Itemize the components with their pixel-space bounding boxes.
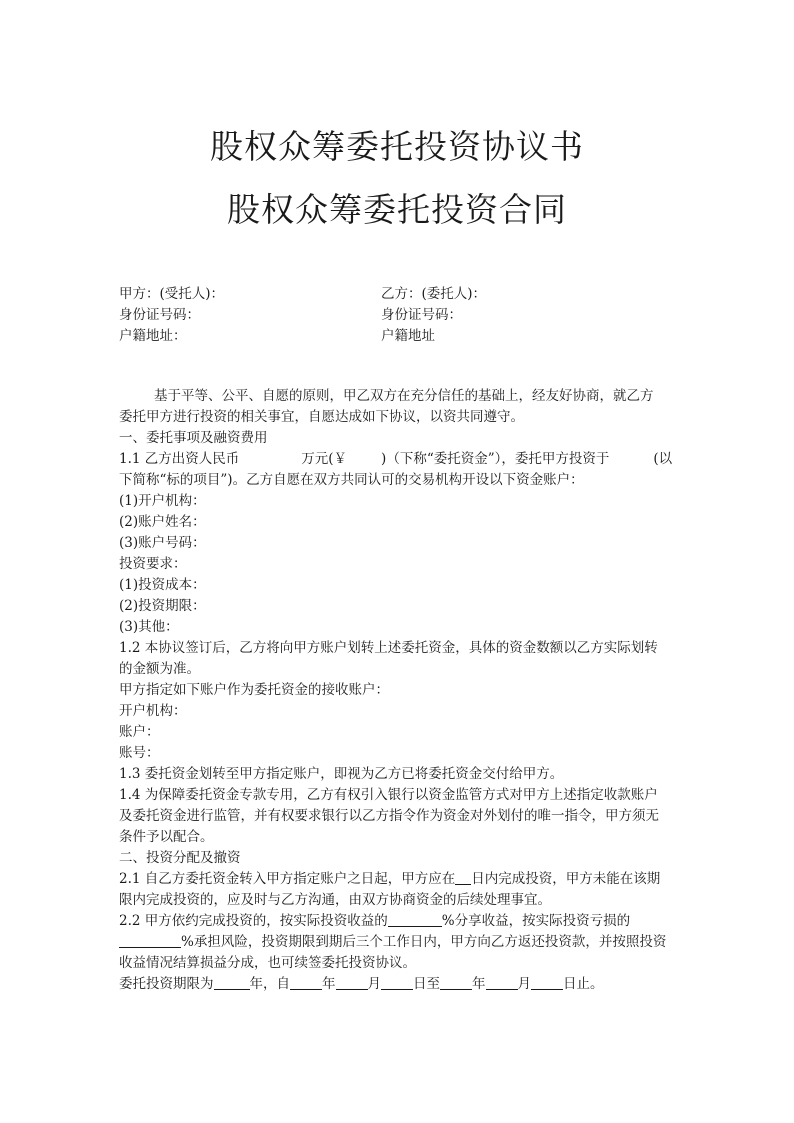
clause-2-2-line3: 收益情况结算损益分成，也可续签委托投资协议。 — [119, 955, 416, 971]
intro-line: 委托甲方进行投资的相关事宜，自愿达成如下协议，以资共同遵守。 — [119, 409, 524, 425]
start-day-blank — [381, 975, 413, 990]
profit-share-blank — [388, 912, 442, 927]
receiving-account-item: 账户： — [119, 724, 160, 740]
clause-1-1-part3: )（下称“委托资金”），委托甲方投资于 — [381, 451, 610, 467]
clause-1-1 — [119, 449, 679, 470]
term-years-blank — [214, 975, 250, 990]
party-a-address-label: 户籍地址： — [119, 328, 187, 344]
investment-item: (2)投资期限： — [119, 598, 206, 614]
section-2-heading: 二、投资分配及撤资 — [119, 850, 241, 866]
account-item: (2)账户姓名： — [119, 514, 206, 530]
party-a-block — [119, 284, 224, 347]
investment-item: (1)投资成本： — [119, 577, 206, 593]
document-title: 股权众筹委托投资协议书 — [210, 127, 584, 166]
end-day-blank — [531, 975, 563, 990]
term-text: 日至 — [413, 976, 440, 992]
term-text: 日止。 — [563, 976, 604, 992]
intro-line: 基于平等、公平、自愿的原则，甲乙双方在充分信任的基础上，经友好协商，就乙方 — [154, 388, 654, 404]
document-subtitle: 股权众筹委托投资合同 — [227, 190, 567, 229]
account-item: (1)开户机构： — [119, 493, 206, 509]
clause-2-2-part2: %分享收益，按实际投资亏损的 — [441, 913, 631, 929]
clause-1-2-line: 的金额为准。 — [119, 661, 200, 677]
start-month-blank — [336, 975, 368, 990]
party-b-block — [381, 284, 486, 347]
term-text: 年 — [322, 976, 336, 992]
clause-2-2-part1: 2.2 甲方依约完成投资的，按实际投资收益的 — [119, 913, 388, 929]
end-month-blank — [486, 975, 518, 990]
start-year-blank — [290, 975, 322, 990]
end-year-blank — [440, 975, 472, 990]
clause-1-4-line: 及委托资金进行监管，并有权要求银行以乙方指令作为资金对外划付的唯一指令，甲方须无 — [119, 808, 659, 824]
party-b-name-label: 乙方：(委托人)： — [381, 286, 487, 302]
term-text: 年，自 — [249, 976, 290, 992]
clause-1-1-part1: 1.1 乙方出资人民币 — [119, 451, 240, 467]
clause-2-2-line2 — [119, 932, 679, 953]
clause-2-1 — [119, 869, 679, 890]
investment-item: (3)其他： — [119, 619, 179, 635]
term-text: 年 — [472, 976, 486, 992]
days-blank — [455, 870, 471, 885]
receiving-account-item: 账号： — [119, 745, 160, 761]
term-label: 委托投资期限为 — [119, 976, 214, 992]
clause-2-1-part1: 2.1 自乙方委托资金转入甲方指定账户之日起，甲方应在 — [119, 871, 456, 887]
party-a-name-label: 甲方：(受托人)： — [119, 286, 225, 302]
clause-2-2-line2-text: %承担风险，投资期限到期后三个工作日内，甲方向乙方返还投资款，并按照投资 — [181, 934, 667, 950]
clause-1-1-part2: 万元(￥ — [301, 451, 348, 467]
party-b-id-label: 身份证号码： — [381, 307, 462, 323]
clause-1-2-line: 1.2 本协议签订后，乙方将向甲方账户划转上述委托资金，具体的资金数额以乙方实际划转 — [119, 640, 658, 656]
investment-term-line — [119, 974, 679, 995]
clause-2-2 — [119, 911, 679, 932]
term-text: 月 — [367, 976, 381, 992]
clause-2-1-line2: 限内完成投资的，应及时与乙方沟通，由双方协商资金的后续处理事宜。 — [119, 892, 551, 908]
clause-1-1-part4: (以 — [653, 451, 673, 467]
clause-1-4-line: 1.4 为保障委托资金专款专用，乙方有权引入银行以资金监管方式对甲方上述指定收款账户 — [119, 787, 658, 803]
loss-share-blank — [119, 933, 181, 948]
account-item: (3)账户号码： — [119, 535, 206, 551]
section-1-heading: 一、委托事项及融资费用 — [119, 430, 268, 446]
party-b-address-label: 户籍地址 — [381, 328, 435, 344]
clause-1-3: 1.3 委托资金划转至甲方指定账户，即视为乙方已将委托资金交付给甲方。 — [119, 766, 564, 782]
clause-1-1-line2: 下简称“标的项目”)。乙方自愿在双方共同认可的交易机构开设以下资金账户： — [119, 472, 584, 488]
clause-1-4-line: 条件予以配合。 — [119, 829, 214, 845]
party-a-id-label: 身份证号码： — [119, 307, 200, 323]
investment-requirements-label: 投资要求： — [119, 556, 187, 572]
clause-2-1-part2: 日内完成投资，甲方未能在该期 — [471, 871, 661, 887]
agreement-body — [119, 386, 679, 995]
term-text: 月 — [517, 976, 531, 992]
receiving-account-label: 甲方指定如下账户作为委托资金的接收账户： — [119, 682, 389, 698]
receiving-account-item: 开户机构： — [119, 703, 187, 719]
